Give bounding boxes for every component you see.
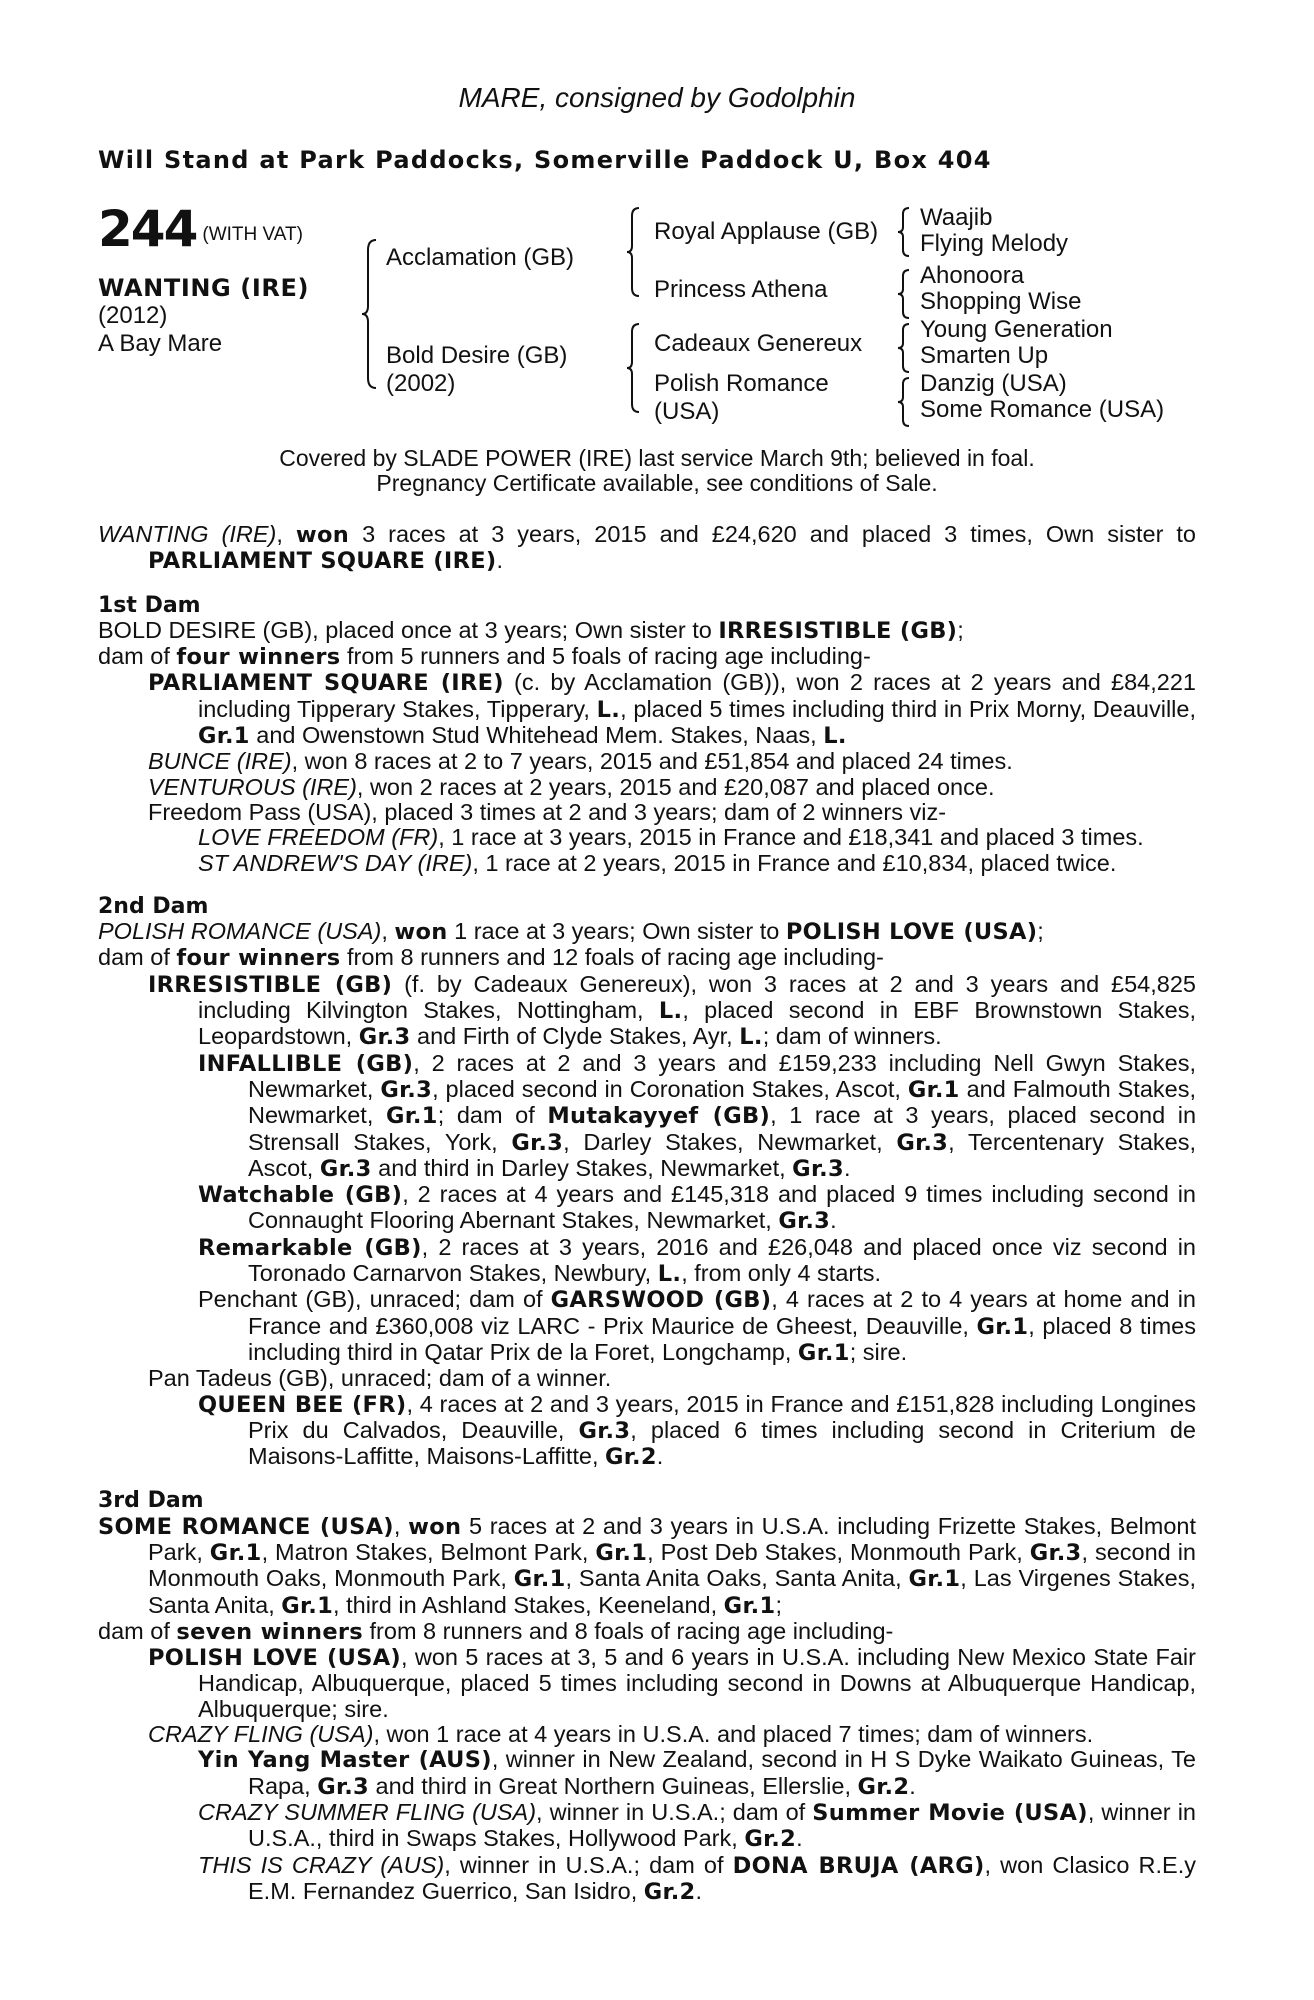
list-item: Penchant (GB), unraced; dam of GARSWOOD (GB), 4 races at 2 to 4 years at home and in France and £360,008 viz LARC - Prix Maurice de Gheest, Deauville, Gr.1, placed 8 times including third in Qatar Prix de la Foret, Longchamp, Gr.1; sire. (198, 1286, 1196, 1366)
list-item: IRRESISTIBLE (GB) (f. by Cadeaux Genereux), won 3 races at 2 and 3 years and £54,825 including Kilvington Stakes, Nottingham, L., placed second in EBF Brownstown Stakes, Leopardstown, Gr.3 and Firth of Clyde Stakes, Ayr, L.; dam of winners. (148, 970, 1196, 1051)
covered-line-1: Covered by SLADE POWER (IRE) last service March 9th; believed in foal. (279, 445, 1035, 471)
list-item: BUNCE (IRE), won 8 races at 2 to 7 years, 2015 and £51,854 and placed 24 times. (148, 748, 1013, 775)
pedigree-sire: Acclamation (GB) (386, 244, 575, 271)
horse-record: WANTING (IRE), won 3 races at 3 years, 2015 and £24,620 and placed 3 times, Own sister to PARLIAMENT SQUARE (IRE). (98, 521, 1196, 575)
pedigree-dss: Young Generation (920, 316, 1113, 343)
horse-identity (98, 274, 309, 358)
pedigree-brace-sd (896, 268, 912, 320)
pedigree-sire-sire: Royal Applause (GB) (654, 218, 879, 245)
covered-note (0, 446, 1314, 496)
pedigree-brace-main (360, 238, 380, 390)
list-item: VENTUROUS (IRE), won 2 races at 2 years, 2015 and £20,087 and placed once. (148, 773, 995, 800)
list-item: PARLIAMENT SQUARE (IRE) (c. by Acclamation (GB)), won 2 races at 2 years and £84,221 including Tipperary Stakes, Tipperary, L., placed 5 times including third in Prix Morny, Deauville, Gr.1 and Owenstown Stud Whitehead Mem. Stakes, Naas, L. (148, 669, 1196, 750)
horse-description: A Bay Mare (98, 330, 223, 357)
list-item: POLISH LOVE (USA), won 5 races at 3, 5 and 6 years in U.S.A. including New Mexico State Fair Handicap, Albuquerque, placed 5 times including second in Downs at Albuquerque Handicap, Albuquerque; sire. (148, 1644, 1196, 1722)
vat-label: (WITH VAT) (202, 224, 303, 245)
list-item: Yin Yang Master (AUS), winner in New Zealand, second in H S Dyke Waikato Guineas, Te Rapa, Gr.3 and third in Great Northern Guineas, Ellerslie, Gr.2. (198, 1746, 1196, 1800)
list-item: CRAZY FLING (USA), won 1 race at 4 years in U.S.A. and placed 7 times; dam of winners. (148, 1721, 1094, 1748)
pedigree-dam-sire: Cadeaux Genereux (654, 330, 863, 357)
pedigree-sire-dam: Princess Athena (654, 276, 828, 303)
second-dam-record: POLISH ROMANCE (USA), won 1 race at 3 years; Own sister to POLISH LOVE (USA); dam of four winners from 8 runners and 12 foals of racing age including- (98, 918, 1044, 972)
stand-location: Will Stand at Park Paddocks, Somerville Paddock U, Box 404 (98, 146, 992, 174)
pedigree-dam: Bold Desire (GB) (386, 342, 568, 369)
list-item: Watchable (GB), 2 races at 4 years and £145,318 and placed 9 times including second in Connaught Flooring Abernant Stakes, Newmarket, Gr.3. (198, 1181, 1196, 1235)
section-heading-2nd-dam: 2nd Dam (98, 893, 209, 919)
section-heading-3rd-dam: 3rd Dam (98, 1488, 204, 1514)
horse-name: WANTING (IRE) (98, 274, 310, 302)
section-heading-1st-dam: 1st Dam (98, 592, 201, 618)
pedigree-dam-dam: Polish Romance (654, 370, 829, 397)
pedigree-dam-year: (2002) (386, 370, 456, 397)
list-item: LOVE FREEDOM (FR), 1 race at 3 years, 2015 in France and £18,341 and placed 3 times. (198, 824, 1144, 851)
covered-line-2: Pregnancy Certificate available, see conditions of Sale. (376, 470, 938, 496)
list-item: THIS IS CRAZY (AUS), winner in U.S.A.; dam of DONA BRUJA (ARG), won Clasico R.E.y E.M. Fernandez Guerrico, San Isidro, Gr.2. (198, 1851, 1196, 1905)
pedigree-brace-dd (896, 376, 912, 428)
list-item: QUEEN BEE (FR), 4 races at 2 and 3 years, 2015 in France and £151,828 including Longines Prix du Calvados, Deauville, Gr.3, placed 6 times including second in Criterium de Maisons-Laffitte, Maisons-Laffitte, Gr.2. (198, 1390, 1196, 1471)
lot-number (98, 200, 303, 258)
pedigree-sdd: Shopping Wise (920, 288, 1082, 315)
third-dam-produce: dam of seven winners from 8 runners and 8 foals of racing age including- (98, 1617, 894, 1645)
lot-number-value: 244 (98, 200, 197, 258)
pedigree-brace-dam (625, 322, 643, 414)
third-dam-record: SOME ROMANCE (USA), won 5 races at 2 and 3 years in U.S.A. including Frizette Stakes, Belmont Park, Gr.1, Matron Stakes, Belmont Park, Gr.1, Post Deb Stakes, Monmouth Park, Gr.3, second in Monmouth Oaks, Monmouth Park, Gr.1, Santa Anita Oaks, Santa Anita, Gr.1, Las Virgenes Stakes, Santa Anita, Gr.1, third in Ashland Stakes, Keeneland, Gr.1; (98, 1512, 1197, 1619)
pedigree-brace-ss (896, 206, 912, 258)
list-item: Pan Tadeus (GB), unraced; dam of a winner. (148, 1365, 612, 1392)
pedigree-dam-dam-country: (USA) (654, 398, 720, 425)
pedigree-dsd: Smarten Up (920, 342, 1049, 369)
first-dam-record: BOLD DESIRE (GB), placed once at 3 years; Own sister to IRRESISTIBLE (GB); dam of four winners from 5 runners and 5 foals of racing age including- (98, 616, 964, 671)
pedigree-ddd: Some Romance (USA) (920, 396, 1165, 423)
pedigree-brace-ds (896, 322, 912, 374)
pedigree-ssd: Flying Melody (920, 230, 1069, 257)
list-item: Remarkable (GB), 2 races at 3 years, 2016 and £26,048 and placed once viz second in Toronado Carnarvon Stakes, Newbury, L., from only 4 starts. (198, 1233, 1196, 1288)
page-title: MARE, consigned by Godolphin (458, 82, 856, 113)
list-item: CRAZY SUMMER FLING (USA), winner in U.S.A.; dam of Summer Movie (USA), winner in U.S.A., third in Swaps Stakes, Hollywood Park, Gr.2. (198, 1798, 1196, 1853)
pedigree-brace-sire (625, 206, 643, 298)
race-record (98, 522, 1196, 1905)
list-item: Freedom Pass (USA), placed 3 times at 2 and 3 years; dam of 2 winners viz- (148, 798, 947, 825)
list-item: INFALLIBLE (GB), 2 races at 2 and 3 years and £159,233 including Nell Gwyn Stakes, Newmarket, Gr.3, placed second in Coronation Stakes, Ascot, Gr.1 and Falmouth Stakes, Newmarket, Gr.1; dam of Mutakayyef (GB), 1 race at 3 years, placed second in Strensall Stakes, York, Gr.3, Darley Stakes, Newmarket, Gr.3, Tercentenary Stakes, Ascot, Gr.3 and third in Darley Stakes, Newmarket, Gr.3. (198, 1049, 1197, 1182)
pedigree-sds: Ahonoora (920, 262, 1025, 289)
pedigree-sss: Waajib (920, 204, 993, 231)
horse-year: (2012) (98, 302, 168, 329)
list-item: ST ANDREW'S DAY (IRE), 1 race at 2 years, 2015 in France and £10,834, placed twice. (198, 849, 1117, 876)
pedigree-dds: Danzig (USA) (920, 370, 1067, 397)
